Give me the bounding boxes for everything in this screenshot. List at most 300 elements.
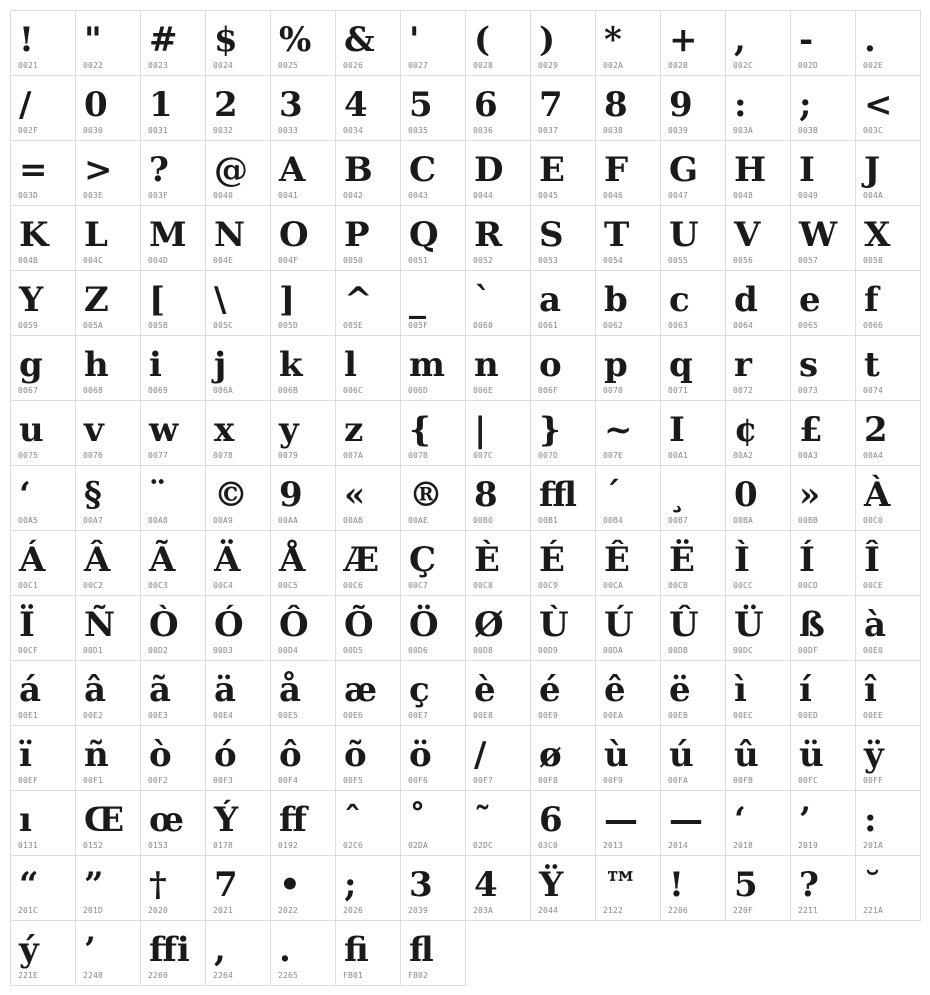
glyph-cell (11, 11, 76, 76)
glyph-code: 007D (538, 451, 559, 460)
glyph-char: À (864, 475, 891, 515)
glyph-char: " (84, 20, 102, 60)
glyph-cell (596, 206, 661, 271)
glyph-cell (206, 661, 271, 726)
glyph-code: 005D (278, 321, 299, 330)
glyph-code: 00D8 (473, 646, 494, 655)
glyph-cell (141, 596, 206, 661)
glyph-char: ò (149, 735, 172, 775)
glyph-cell (76, 466, 141, 531)
glyph-char: È (474, 540, 500, 580)
glyph-cell (466, 271, 531, 336)
glyph-cell (596, 726, 661, 791)
glyph-code: 00F9 (603, 776, 624, 785)
glyph-cell (336, 206, 401, 271)
glyph-cell (76, 11, 141, 76)
glyph-cell (856, 141, 921, 206)
glyph-cell (141, 206, 206, 271)
glyph-code: 02C6 (343, 841, 364, 850)
glyph-code: 2018 (733, 841, 754, 850)
glyph-code: 007B (408, 451, 429, 460)
glyph-char: b (604, 280, 628, 320)
glyph-code: 220F (733, 906, 754, 915)
glyph-code: 005C (213, 321, 234, 330)
glyph-char: o (539, 345, 562, 385)
glyph-code: 00E8 (473, 711, 494, 720)
glyph-cell (76, 206, 141, 271)
glyph-code: 00DF (798, 646, 819, 655)
glyph-char: J (864, 150, 881, 190)
glyph-char: 5 (409, 85, 433, 125)
glyph-code: 006E (473, 386, 494, 395)
glyph-cell (141, 856, 206, 921)
glyph-cell (141, 466, 206, 531)
glyph-char: ˆ (344, 800, 361, 840)
glyph-cell (11, 76, 76, 141)
glyph-char: D (474, 150, 504, 190)
glyph-code: 0072 (733, 386, 754, 395)
glyph-char: ÿ (864, 735, 884, 775)
glyph-cell (11, 791, 76, 856)
glyph-char: ï (19, 735, 32, 775)
glyph-char: ¸ (669, 475, 686, 515)
glyph-cell (791, 726, 856, 791)
glyph-code: 00F3 (213, 776, 234, 785)
glyph-code: 00E4 (213, 711, 234, 720)
glyph-char: q (669, 345, 693, 385)
glyph-code: 005A (83, 321, 104, 330)
glyph-code: 0043 (408, 191, 429, 200)
glyph-cell (271, 11, 336, 76)
glyph-code: 003B (798, 126, 819, 135)
glyph-char: 6 (539, 800, 563, 840)
glyph-char: • (279, 865, 301, 905)
glyph-code: 221E (18, 971, 39, 980)
glyph-char: ä (214, 670, 237, 710)
glyph-char: | (474, 410, 487, 450)
glyph-code: 006C (343, 386, 364, 395)
glyph-char: ' (409, 20, 420, 60)
glyph-code: 0073 (798, 386, 819, 395)
glyph-code: 0061 (538, 321, 559, 330)
glyph-code: 0152 (83, 841, 104, 850)
glyph-char: > (84, 150, 113, 190)
glyph-cell (76, 791, 141, 856)
glyph-code: 0048 (733, 191, 754, 200)
glyph-cell (206, 206, 271, 271)
glyph-code: 00C9 (538, 581, 559, 590)
glyph-char: w (149, 410, 179, 450)
glyph-code: FB02 (408, 971, 429, 980)
glyph-char: § (84, 475, 102, 515)
glyph-char: 7 (539, 85, 563, 125)
glyph-cell (206, 921, 271, 986)
glyph-code: 006A (213, 386, 234, 395)
glyph-cell (11, 206, 76, 271)
glyph-grid (10, 10, 921, 986)
glyph-code: 00DC (733, 646, 754, 655)
glyph-cell (11, 726, 76, 791)
glyph-cell (791, 531, 856, 596)
glyph-char: Ä (214, 540, 241, 580)
glyph-cell (271, 141, 336, 206)
glyph-code: 2013 (603, 841, 624, 850)
glyph-char: 1 (149, 85, 173, 125)
glyph-cell (856, 791, 921, 856)
glyph-cell (791, 206, 856, 271)
glyph-char: t (864, 345, 880, 385)
glyph-cell (206, 791, 271, 856)
glyph-cell (76, 336, 141, 401)
glyph-char: j (214, 345, 227, 385)
glyph-char: ë (669, 670, 691, 710)
glyph-char: . (864, 20, 876, 60)
glyph-cell (596, 141, 661, 206)
glyph-code: 0053 (538, 256, 559, 265)
glyph-cell (661, 596, 726, 661)
glyph-code: 0064 (733, 321, 754, 330)
glyph-cell (466, 466, 531, 531)
glyph-cell (76, 921, 141, 986)
glyph-char: : (864, 800, 877, 840)
glyph-char: á (19, 670, 42, 710)
glyph-cell (11, 661, 76, 726)
glyph-code: 00D9 (538, 646, 559, 655)
glyph-code: 00CA (603, 581, 624, 590)
glyph-code: 221A (863, 906, 884, 915)
glyph-cell (856, 531, 921, 596)
glyph-char: ß (799, 605, 825, 645)
glyph-char: ã (149, 670, 172, 710)
glyph-char: ` (474, 280, 491, 320)
glyph-code: 0066 (863, 321, 884, 330)
glyph-cell (596, 271, 661, 336)
glyph-code: 0026 (343, 61, 364, 70)
glyph-char: fi (344, 930, 369, 970)
glyph-cell (141, 921, 206, 986)
glyph-cell (661, 76, 726, 141)
glyph-char: 2 (864, 410, 888, 450)
glyph-code: 00E1 (18, 711, 39, 720)
glyph-char: < (864, 85, 893, 125)
glyph-code: 0050 (343, 256, 364, 265)
glyph-cell (856, 271, 921, 336)
glyph-cell (791, 401, 856, 466)
glyph-char: ì (734, 670, 747, 710)
glyph-cell (856, 206, 921, 271)
glyph-cell (791, 336, 856, 401)
glyph-code: 00F4 (278, 776, 299, 785)
glyph-code: 00F1 (83, 776, 104, 785)
glyph-char: P (344, 215, 370, 255)
glyph-code: 0079 (278, 451, 299, 460)
glyph-char: # (149, 20, 178, 60)
glyph-code: 0044 (473, 191, 494, 200)
glyph-code: 03C0 (538, 841, 559, 850)
glyph-cell (531, 661, 596, 726)
glyph-cell (661, 401, 726, 466)
glyph-code: 0046 (603, 191, 624, 200)
glyph-char: ü (799, 735, 824, 775)
glyph-code: 2019 (798, 841, 819, 850)
glyph-code: 00A4 (863, 451, 884, 460)
glyph-char: i (149, 345, 162, 385)
glyph-cell (76, 596, 141, 661)
glyph-code: 00E0 (863, 646, 884, 655)
glyph-code: 0054 (603, 256, 624, 265)
glyph-code: 0069 (148, 386, 169, 395)
glyph-char: Ý (214, 800, 239, 840)
glyph-char: — (669, 800, 703, 840)
glyph-cell (336, 661, 401, 726)
glyph-char: Û (669, 605, 699, 645)
glyph-code: 00CE (863, 581, 884, 590)
glyph-cell (76, 726, 141, 791)
glyph-code: 0059 (18, 321, 39, 330)
glyph-char: Ç (409, 540, 437, 580)
glyph-char: Å (279, 540, 306, 580)
glyph-char: L (84, 215, 108, 255)
glyph-char: Ã (149, 540, 176, 580)
glyph-char: ó (214, 735, 237, 775)
glyph-char: \ (214, 280, 227, 320)
glyph-char: ¨ (149, 475, 166, 515)
glyph-code: 0028 (473, 61, 494, 70)
glyph-char: { (409, 410, 431, 450)
glyph-code: 00A2 (733, 451, 754, 460)
glyph-code: 00FC (798, 776, 819, 785)
glyph-char: Õ (344, 605, 374, 645)
glyph-char: Î (864, 540, 880, 580)
glyph-char: ‘ (19, 475, 31, 515)
glyph-cell (141, 336, 206, 401)
glyph-cell (336, 726, 401, 791)
glyph-code: 002D (798, 61, 819, 70)
glyph-cell (726, 466, 791, 531)
glyph-char: g (19, 345, 43, 385)
glyph-char: y (279, 410, 299, 450)
glyph-cell (401, 206, 466, 271)
glyph-char: a (539, 280, 562, 320)
glyph-cell (856, 76, 921, 141)
glyph-char: Ù (539, 605, 569, 645)
glyph-char: fl (409, 930, 434, 970)
glyph-cell (466, 531, 531, 596)
glyph-cell (11, 856, 76, 921)
glyph-code: 002A (603, 61, 624, 70)
glyph-code: 00E6 (343, 711, 364, 720)
glyph-cell (141, 11, 206, 76)
glyph-code: 0040 (213, 191, 234, 200)
glyph-char: 5 (734, 865, 758, 905)
glyph-char: m (409, 345, 445, 385)
glyph-char: 6 (474, 85, 498, 125)
glyph-char: e (799, 280, 821, 320)
glyph-code: 00C7 (408, 581, 429, 590)
glyph-code: 006B (278, 386, 299, 395)
glyph-cell (206, 271, 271, 336)
glyph-cell (271, 206, 336, 271)
glyph-cell (11, 336, 76, 401)
glyph-code: 0039 (668, 126, 689, 135)
glyph-cell (466, 401, 531, 466)
glyph-code: 0060 (473, 321, 494, 330)
glyph-code: 0041 (278, 191, 299, 200)
glyph-code: 00EB (668, 711, 689, 720)
glyph-code: 2026 (343, 906, 364, 915)
glyph-char: @ (214, 150, 248, 190)
glyph-cell (661, 466, 726, 531)
glyph-char: à (864, 605, 887, 645)
glyph-char: Ï (19, 605, 35, 645)
glyph-code: 00BB (798, 516, 819, 525)
glyph-code: 00F5 (343, 776, 364, 785)
glyph-char: / (19, 85, 32, 125)
glyph-cell (336, 596, 401, 661)
glyph-cell (141, 726, 206, 791)
glyph-code: 0058 (863, 256, 884, 265)
glyph-code: 0153 (148, 841, 169, 850)
glyph-cell (661, 661, 726, 726)
glyph-char: & (344, 20, 375, 60)
glyph-code: 00F6 (408, 776, 429, 785)
glyph-code: 00E7 (408, 711, 429, 720)
glyph-cell (11, 271, 76, 336)
glyph-code: 00D3 (213, 646, 234, 655)
glyph-cell (791, 596, 856, 661)
glyph-code: 0075 (18, 451, 39, 460)
glyph-cell (726, 141, 791, 206)
glyph-char: } (539, 410, 561, 450)
glyph-cell (271, 336, 336, 401)
glyph-cell (401, 661, 466, 726)
glyph-code: 0038 (603, 126, 624, 135)
glyph-char: Q (409, 215, 439, 255)
glyph-code: 0021 (18, 61, 39, 70)
glyph-char: ñ (84, 735, 109, 775)
glyph-code: 2039 (408, 906, 429, 915)
glyph-code: 00ED (798, 711, 819, 720)
glyph-cell (531, 596, 596, 661)
glyph-code: FB01 (343, 971, 364, 980)
glyph-cell (76, 661, 141, 726)
glyph-char: Ë (669, 540, 695, 580)
glyph-cell (401, 856, 466, 921)
glyph-code: 002C (733, 61, 754, 70)
glyph-code: 00B4 (603, 516, 624, 525)
glyph-code: 0057 (798, 256, 819, 265)
glyph-code: 00AB (343, 516, 364, 525)
glyph-cell (271, 401, 336, 466)
glyph-cell (596, 466, 661, 531)
glyph-cell (531, 271, 596, 336)
glyph-char: Ü (734, 605, 764, 645)
glyph-char: [ (149, 280, 166, 320)
glyph-cell (531, 466, 596, 531)
glyph-char: B (344, 150, 373, 190)
glyph-char: © (214, 475, 248, 515)
glyph-code: 2264 (213, 971, 234, 980)
glyph-code: 0047 (668, 191, 689, 200)
glyph-char: Ò (149, 605, 179, 645)
glyph-code: 004C (83, 256, 104, 265)
glyph-char: 9 (669, 85, 693, 125)
glyph-code: 2122 (603, 906, 624, 915)
glyph-code: 201A (863, 841, 884, 850)
glyph-code: 00E9 (538, 711, 559, 720)
glyph-char: _ (409, 280, 426, 320)
glyph-cell (466, 206, 531, 271)
glyph-cell (791, 11, 856, 76)
glyph-cell (206, 336, 271, 401)
glyph-cell (466, 76, 531, 141)
glyph-char: ; (344, 865, 357, 905)
glyph-cell (791, 466, 856, 531)
glyph-char: ? (799, 865, 819, 905)
glyph-cell (531, 336, 596, 401)
glyph-cell (596, 336, 661, 401)
glyph-code: 003D (18, 191, 39, 200)
glyph-code: 00AE (408, 516, 429, 525)
glyph-code: 00A3 (798, 451, 819, 460)
glyph-cell (726, 11, 791, 76)
glyph-code: 004A (863, 191, 884, 200)
glyph-char: » (799, 475, 821, 515)
glyph-code: 00C0 (863, 516, 884, 525)
glyph-code: 0033 (278, 126, 299, 135)
glyph-char: 3 (279, 85, 303, 125)
glyph-cell (531, 141, 596, 206)
glyph-char: ™ (604, 865, 638, 905)
glyph-cell (726, 271, 791, 336)
glyph-code: 00C4 (213, 581, 234, 590)
glyph-char: R (474, 215, 503, 255)
glyph-char: x (214, 410, 235, 450)
glyph-char: õ (344, 735, 367, 775)
glyph-char: í (799, 670, 812, 710)
glyph-code: 00A1 (668, 451, 689, 460)
glyph-code: 201C (18, 906, 39, 915)
glyph-code: 0052 (473, 256, 494, 265)
glyph-code: 0074 (863, 386, 884, 395)
glyph-code: 00D6 (408, 646, 429, 655)
glyph-char: z (344, 410, 364, 450)
glyph-cell (206, 401, 271, 466)
glyph-code: 00C1 (18, 581, 39, 590)
glyph-code: 0025 (278, 61, 299, 70)
glyph-cell (271, 466, 336, 531)
glyph-char: û (734, 735, 759, 775)
glyph-char: 4 (344, 85, 368, 125)
glyph-code: 007C (473, 451, 494, 460)
glyph-code: 2021 (213, 906, 234, 915)
glyph-cell (271, 531, 336, 596)
glyph-char: ? (149, 150, 169, 190)
glyph-char: v (84, 410, 104, 450)
glyph-cell (11, 531, 76, 596)
glyph-char: ´ (604, 475, 621, 515)
glyph-char: 8 (474, 475, 498, 515)
glyph-cell (661, 271, 726, 336)
glyph-char: ˚ (409, 800, 426, 840)
glyph-cell (466, 141, 531, 206)
glyph-cell (141, 531, 206, 596)
glyph-code: 00EC (733, 711, 754, 720)
glyph-cell (76, 856, 141, 921)
glyph-code: 00CC (733, 581, 754, 590)
glyph-cell (336, 141, 401, 206)
glyph-code: 0068 (83, 386, 104, 395)
